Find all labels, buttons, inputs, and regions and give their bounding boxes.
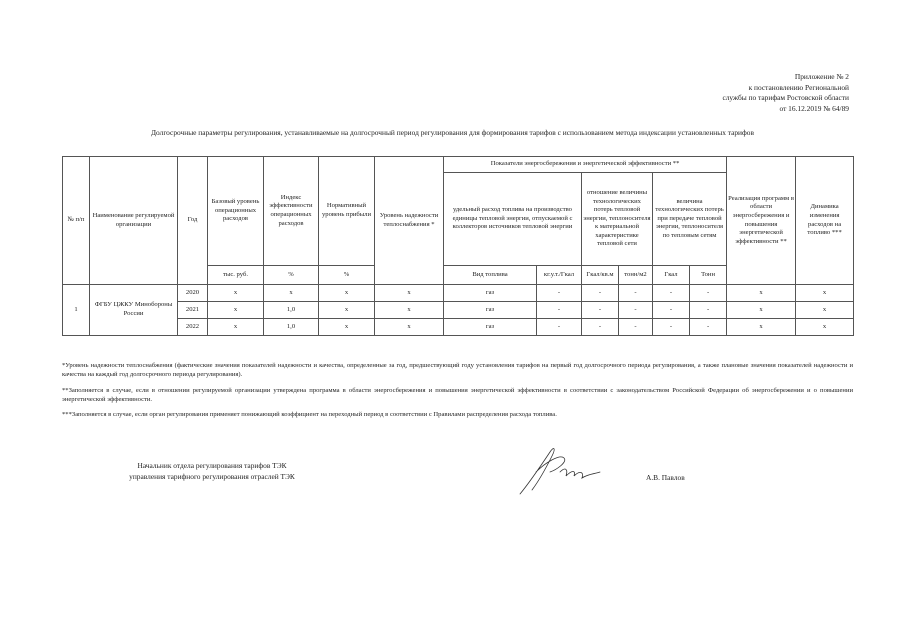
unit-fuel-type: Вид топлива (444, 266, 537, 285)
cell-profit: x (319, 302, 375, 319)
header-reliability: Уровень надежности теплоснабжения * (375, 157, 444, 285)
header-technological-losses: величина технологических потерь при передаче тепловой энергии, теплоносителя по тепловым сетям (653, 173, 727, 266)
cell-index: 1,0 (264, 319, 319, 336)
unit-mass: Тонн (690, 266, 727, 285)
cell-loss-ratio: - (582, 285, 619, 302)
cell-base: x (208, 302, 264, 319)
cell-fuel: газ (444, 285, 537, 302)
header-energy-group: Показатели энергосбережения и энергетической эффективности ** (444, 157, 727, 173)
footnote-energy-program: **Заполняется в случае, если в отношении регулируемой организации утверждена программа в области энергосбережения и повышения энергетической эффективности в соответствии с законодательством Российской Федерации об энергосбережении и о повышении энергетической эффективности. (62, 386, 853, 403)
cell-dynamics: x (796, 319, 854, 336)
cell-programs: x (727, 302, 796, 319)
cell-loss-ratio: - (582, 302, 619, 319)
table-row (63, 302, 854, 319)
document-title: Долгосрочные параметры регулирования, устанавливаемые на долгосрочный период регулирования для формирования тарифов с использованием метода индексации установленных тарифов (151, 128, 754, 137)
cell-mass: - (690, 302, 727, 319)
cell-programs: x (727, 319, 796, 336)
cell-dynamics: x (796, 302, 854, 319)
unit-index: % (264, 266, 319, 285)
unit-loss-ratio-mass: тонн/м2 (619, 266, 653, 285)
cell-dynamics: x (796, 285, 854, 302)
cell-profit: x (319, 319, 375, 336)
header-base-costs: Базовый уровень операционных расходов (208, 157, 264, 266)
header-year: Год (178, 157, 208, 285)
cell-programs: x (727, 285, 796, 302)
cell-heat: - (653, 285, 690, 302)
appendix-line-2: к постановлению Региональной (748, 82, 849, 92)
appendix-line-1: Приложение № 2 (794, 72, 849, 81)
table-row (63, 285, 854, 302)
cell-fuel-rate: - (537, 319, 582, 336)
cell-fuel-rate: - (537, 302, 582, 319)
footnote-fuel-dynamics: ***Заполняется в случае, если орган регулирования применяет понижающий коэффициент на переходный период в соответствии с Правилами распределения расхода топлива. (62, 411, 557, 419)
unit-profit: % (319, 266, 375, 285)
table-row (63, 319, 854, 336)
header-fuel-rate: удельный расход топлива на производство единицы тепловой энергии, отпускаемой с коллекторов источников тепловой энергии (444, 173, 582, 266)
cell-heat: - (653, 302, 690, 319)
cell-loss-ratio-mass: - (619, 285, 653, 302)
parameters-table (62, 156, 854, 336)
footnote-reliability: *Уровень надежности теплоснабжения (фактические значения показателей надежности и качества, определенные за год, предшествующий году установления тарифов на первый год долгосрочного периода регулирования, а также плановые значения показателей надежности и качества на каждый год долгосрочного периода регулирования). (62, 362, 853, 379)
cell-year: 2022 (178, 319, 208, 336)
header-efficiency-index: Индекс эффективности операционных расходов (264, 157, 319, 266)
header-num: № п/п (63, 157, 90, 285)
appendix-line-3: службы по тарифам Ростовской области (722, 93, 849, 102)
appendix-header (629, 72, 849, 114)
signatory-name: А.В. Павлов (646, 473, 685, 482)
handwritten-signature (516, 442, 612, 498)
cell-mass: - (690, 285, 727, 302)
cell-base: x (208, 285, 264, 302)
cell-loss-ratio-mass: - (619, 319, 653, 336)
cell-base: x (208, 319, 264, 336)
header-programs: Реализация программ в области энергосбережения и повышения энергетической эффективности ** (727, 157, 796, 285)
cell-profit: x (319, 285, 375, 302)
cell-fuel: газ (444, 319, 537, 336)
unit-fuel-rate: кг.у.т./Гкал (537, 266, 582, 285)
appendix-line-4: от 16.12.2019 № 64/89 (779, 103, 849, 113)
cell-loss-ratio-mass: - (619, 302, 653, 319)
cell-loss-ratio: - (582, 319, 619, 336)
header-org: Наименование регулируемой организации (90, 157, 178, 285)
cell-year: 2020 (178, 285, 208, 302)
header-profit-level: Нормативный уровень прибыли (319, 157, 375, 266)
cell-reliability: x (375, 319, 444, 336)
unit-base: тыс. руб. (208, 266, 264, 285)
signatory-role-line-1: Начальник отдела регулирования тарифов ТЭК (137, 461, 287, 470)
organization-name: ФГБУ ЦЖКУ Минобороны России (90, 285, 178, 336)
cell-reliability: x (375, 285, 444, 302)
cell-year: 2021 (178, 302, 208, 319)
cell-fuel: газ (444, 302, 537, 319)
unit-loss-ratio: Гкал/кв.м (582, 266, 619, 285)
unit-heat: Гкал (653, 266, 690, 285)
signatory-role-line-2: управления тарифного регулирования отраслей ТЭК (129, 472, 295, 481)
cell-index: x (264, 285, 319, 302)
cell-mass: - (690, 319, 727, 336)
header-fuel-dynamics: Динамика изменения расходов на топливо *** (796, 157, 854, 285)
cell-fuel-rate: - (537, 285, 582, 302)
cell-heat: - (653, 319, 690, 336)
cell-reliability: x (375, 302, 444, 319)
signatory-position (92, 460, 332, 482)
footnotes (62, 361, 853, 425)
row-number: 1 (63, 285, 90, 336)
cell-index: 1,0 (264, 302, 319, 319)
header-loss-ratio: отношение величины технологических потерь тепловой энергии, теплоносителя к материальной характеристике тепловой сети (582, 173, 653, 266)
